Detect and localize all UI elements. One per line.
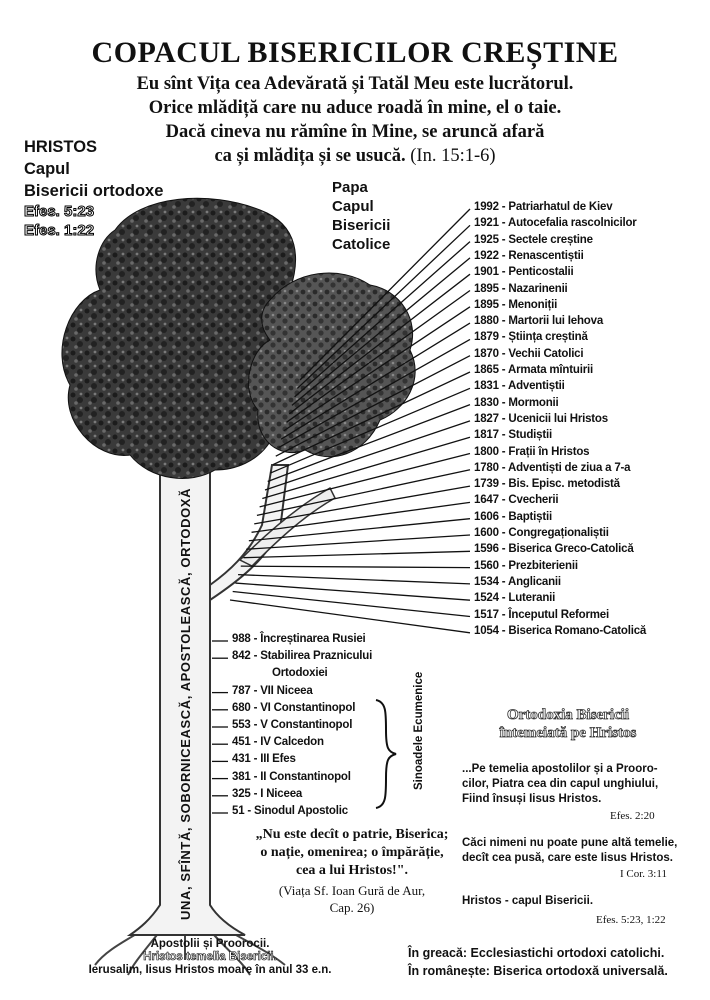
hristos-ref: Efes. 5:23 [24, 203, 95, 220]
branch-item: 1600 - Congregaționaliștii [474, 527, 609, 539]
branch-item: 1827 - Ucenicii lui Hristos [474, 412, 608, 425]
branch-item: 1780 - Adventiști de ziua a 7-a [474, 461, 631, 474]
branch-leader-line [238, 575, 470, 584]
verse-line-3: Dacă cineva nu rămîne în Mine, se aruncă afară [165, 122, 545, 142]
branch-item: 1817 - Studiștii [474, 429, 552, 442]
quote-line: o nație, omenirea; o împărăție, [260, 845, 444, 860]
branch-item: 1831 - Adventiștii [474, 380, 565, 393]
base-line-3: Ierusalim, Iisus Hristos moare în anul 33 e.n. [88, 964, 332, 976]
branch-item: 1054 - Biserica Romano-Catolică [474, 624, 647, 637]
verse-last-line: ca și mlădița și se usucă. [214, 146, 406, 166]
branch-leader-line [235, 583, 470, 600]
root-item: 51 - Sinodul Apostolic [232, 805, 348, 817]
papa-line: Papa [332, 179, 368, 196]
root-item: 451 - IV Calcedon [232, 736, 324, 749]
box-ref-2: I Cor. 3:11 [620, 868, 667, 880]
papa-heading [332, 178, 390, 254]
root-item: 842 - Stabilirea Praznicului [232, 650, 373, 663]
branch-item: 1921 - Autocefalia rascolnicilor [474, 217, 637, 230]
branch-item: 1895 - Nazarinenii [474, 282, 568, 295]
box-paragraph-3: Hristos - capul Bisericii. [462, 895, 594, 907]
branch-leader-line [230, 600, 470, 633]
branch-leader-line [252, 502, 470, 532]
branch-leader-line [257, 470, 470, 516]
hristos-ref: Efes. 1:22 [24, 222, 95, 239]
councils-brace [376, 700, 396, 808]
root-item: 553 - V Constantinopol [232, 719, 353, 731]
trunk-base-caption [88, 938, 332, 977]
box-line: ...Pe temelia apostolilor și a Prooro- [462, 763, 658, 775]
hristos-line: HRISTOS [24, 138, 98, 156]
box-title-line: întemeiată pe Hristos [499, 725, 637, 741]
papa-line: Capul [332, 198, 374, 215]
branch-item: 1560 - Prezbiterienii [474, 559, 578, 572]
box-paragraph-1 [462, 762, 658, 807]
sinoade-label: Sinoadele Ecumenice [413, 671, 425, 790]
base-line-1: Apostolii și Proorocii. [150, 938, 270, 950]
quote-source-line: (Viața Sf. Ioan Gură de Aur, [278, 883, 426, 898]
root-item: 988 - Încreștinarea Rusiei [232, 633, 366, 645]
branch-item: 1870 - Vechii Catolici [474, 347, 584, 360]
branch-item: 1596 - Biserica Greco-Catolică [474, 543, 634, 556]
box-ref-3: Efes. 5:23, 1:22 [596, 914, 666, 926]
quote-line: cea a lui Hristos!". [296, 863, 408, 878]
box-paragraph-2 [462, 836, 677, 866]
footer-romanian: În românește: Biserica ortodoxă universală. [408, 964, 668, 978]
footer-greek: În greacă: Ecclesiastichi ortodoxi catolichi. [408, 946, 665, 960]
branch-item: 1992 - Patriarhatul de Kiev [474, 201, 613, 213]
box-line: Fiind însuși Iisus Hristos. [462, 793, 602, 805]
root-item: 431 - III Efes [232, 753, 296, 766]
branch-item: 1865 - Armata mîntuirii [474, 364, 593, 376]
page-title: COPACUL BISERICILOR CREȘTINE [91, 36, 619, 69]
papa-line: Bisericii [332, 217, 391, 234]
branch-item: 1901 - Penticostalii [474, 266, 574, 279]
branch-item: 1922 - Renascentiștii [474, 249, 584, 262]
hristos-heading [24, 136, 163, 240]
root-item: 381 - II Constantinopol [232, 770, 351, 783]
branch-leader-line [241, 566, 470, 567]
branch-item: 1606 - Baptiștii [474, 510, 552, 523]
branch-item: 1895 - Menoniții [474, 298, 558, 311]
root-item: 680 - VI Constantinopol [232, 701, 356, 714]
box-ref-1: Efes. 2:20 [610, 810, 655, 822]
quote [232, 826, 472, 880]
branch-item: 1879 - Știința creștină [474, 331, 588, 344]
quote-line: „Nu este decît o patrie, Biserica; [255, 827, 449, 842]
branch-item: 1925 - Sectele creștine [474, 233, 593, 246]
quote-source-line: Cap. 26) [329, 900, 375, 915]
papa-line: Catolice [332, 236, 391, 253]
verse-reference: (In. 15:1-6) [410, 146, 496, 166]
branch-item: 1830 - Mormonii [474, 396, 559, 409]
base-line-2: Hristos temelia Bisericii. [143, 951, 277, 963]
branch-item: 1800 - Frații în Hristos [474, 445, 590, 458]
branch-leader-line [243, 551, 470, 557]
root-leader-ticks [212, 641, 228, 813]
quote-source [232, 882, 472, 916]
branch-item: 1739 - Bis. Episc. metodistă [474, 478, 620, 491]
trunk-label: UNA, SFÎNTĂ, SOBORNICEASCĂ, APOSTOLEASCĂ, ORTODOXĂ [178, 487, 193, 920]
box-line: cilor, Piatra cea din capul unghiului, [462, 778, 659, 790]
verse-line-2: Orice mlădiță care nu aduce roadă în mine, el o taie. [148, 98, 562, 118]
box-line: Căci nimeni nu poate pune altă temelie, [462, 837, 678, 849]
box-line: decît cea pusă, care este Iisus Hristos. [462, 852, 673, 864]
branch-leader-line [260, 454, 470, 507]
verse-line-1: Eu sînt Vița cea Adevărată și Tatăl Meu este lucrătorul. [136, 74, 574, 94]
root-item: Ortodoxiei [272, 667, 328, 680]
branch-leader-line [233, 592, 470, 617]
box-title-line: Ortodoxia Bisericii [506, 707, 630, 723]
branch-item: 1517 - Începutul Reformei [474, 608, 609, 621]
hristos-line: Bisericii ortodoxe [24, 182, 164, 200]
branch-item: 1647 - Cvecherii [474, 494, 559, 507]
branch-item: 1524 - Luteranii [474, 592, 556, 605]
branch-item: 1880 - Martorii lui Iehova [474, 315, 604, 328]
branch-item: 1534 - Anglicanii [474, 575, 561, 588]
root-item: 325 - I Niceea [232, 787, 303, 800]
root-item: 787 - VII Niceea [232, 684, 313, 697]
box-title [458, 706, 678, 742]
hristos-line: Capul [24, 160, 70, 178]
